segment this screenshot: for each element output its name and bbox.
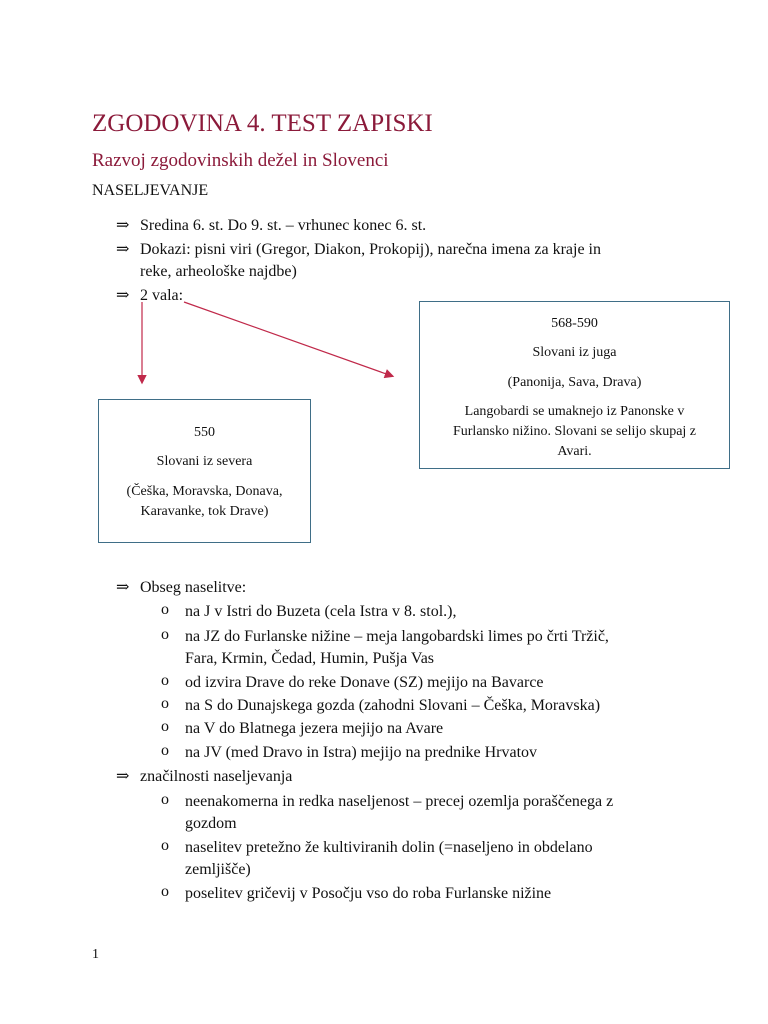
- obseg-heading: Obseg naselitve:: [140, 579, 247, 596]
- list-item-cont: Fara, Krmin, Čedad, Humin, Pušja Vas: [185, 650, 435, 667]
- page-number: 1: [92, 947, 99, 962]
- page-title: ZGODOVINA 4. TEST ZAPISKI: [92, 110, 433, 137]
- znacilnosti-heading: značilnosti naseljevanja: [140, 768, 293, 785]
- list-item-cont: gozdom: [185, 815, 237, 832]
- box-title: Slovani iz severa: [156, 454, 253, 469]
- list-item: poselitev gričevij v Posočju vso do roba Furlanske nižine: [185, 885, 552, 902]
- box-regions: (Češka, Moravska, Donava,: [126, 484, 283, 499]
- box-regions: (Panonija, Sava, Drava): [507, 375, 642, 390]
- bullet-icon: o: [161, 672, 169, 689]
- bullet-icon: o: [161, 695, 169, 712]
- list-item: na S do Dunajskega gozda (zahodni Slovani – Češka, Moravska): [185, 697, 601, 714]
- list-item: naselitev pretežno že kultiviranih dolin (=naseljeno in obdelano: [185, 839, 593, 856]
- page-subtitle: Razvoj zgodovinskih dežel in Slovenci: [92, 150, 389, 171]
- section-heading: NASELJEVANJE: [92, 182, 209, 199]
- double-arrow-icon: ⇒: [116, 241, 130, 258]
- bullet-icon: o: [161, 837, 169, 854]
- box-slovani-iz-severa: [98, 399, 311, 543]
- list-item: na J v Istri do Buzeta (cela Istra v 8. stol.),: [185, 603, 457, 620]
- bullet-icon: o: [161, 601, 169, 618]
- bullet-icon: o: [161, 791, 169, 808]
- list-item: na JV (med Dravo in Istra) mejijo na prednike Hrvatov: [185, 744, 538, 761]
- intro-point: Dokazi: pisni viri (Gregor, Diakon, Prokopij), narečna imena za kraje in: [140, 241, 601, 258]
- list-item: na V do Blatnega jezera mejijo na Avare: [185, 720, 444, 737]
- double-arrow-icon: ⇒: [116, 579, 130, 596]
- list-item-cont: zemljišče): [185, 861, 251, 878]
- box-note: Avari.: [557, 444, 592, 459]
- list-item: neenakomerna in redka naseljenost – precej ozemlja poraščenega z: [185, 793, 614, 810]
- bullet-icon: o: [161, 883, 169, 900]
- arrow-to-south-box: [184, 302, 392, 376]
- double-arrow-icon: ⇒: [116, 287, 130, 304]
- box-note: Furlansko nižino. Slovani se selijo skupaj z: [452, 424, 697, 439]
- box-title: Slovani iz juga: [532, 345, 617, 360]
- bullet-icon: o: [161, 718, 169, 735]
- double-arrow-icon: ⇒: [116, 217, 130, 234]
- bullet-icon: o: [161, 742, 169, 759]
- list-item: na JZ do Furlanske nižine – meja langobardski limes po črti Tržič,: [185, 628, 609, 645]
- intro-point-cont: reke, arheološke najdbe): [140, 263, 297, 280]
- list-item: od izvira Drave do reke Donave (SZ) mejijo na Bavarce: [185, 674, 544, 691]
- intro-point: 2 vala:: [140, 287, 184, 304]
- double-arrow-icon: ⇒: [116, 768, 130, 785]
- box-years: 550: [194, 425, 215, 440]
- bullet-icon: o: [161, 626, 169, 643]
- intro-point: Sredina 6. st. Do 9. st. – vrhunec konec 6. st.: [140, 217, 427, 234]
- box-note: Langobardi se umaknejo iz Panonske v: [464, 404, 685, 419]
- box-years: 568-590: [551, 316, 598, 331]
- box-regions: Karavanke, tok Drave): [140, 504, 269, 519]
- box-slovani-iz-juga: [419, 301, 730, 469]
